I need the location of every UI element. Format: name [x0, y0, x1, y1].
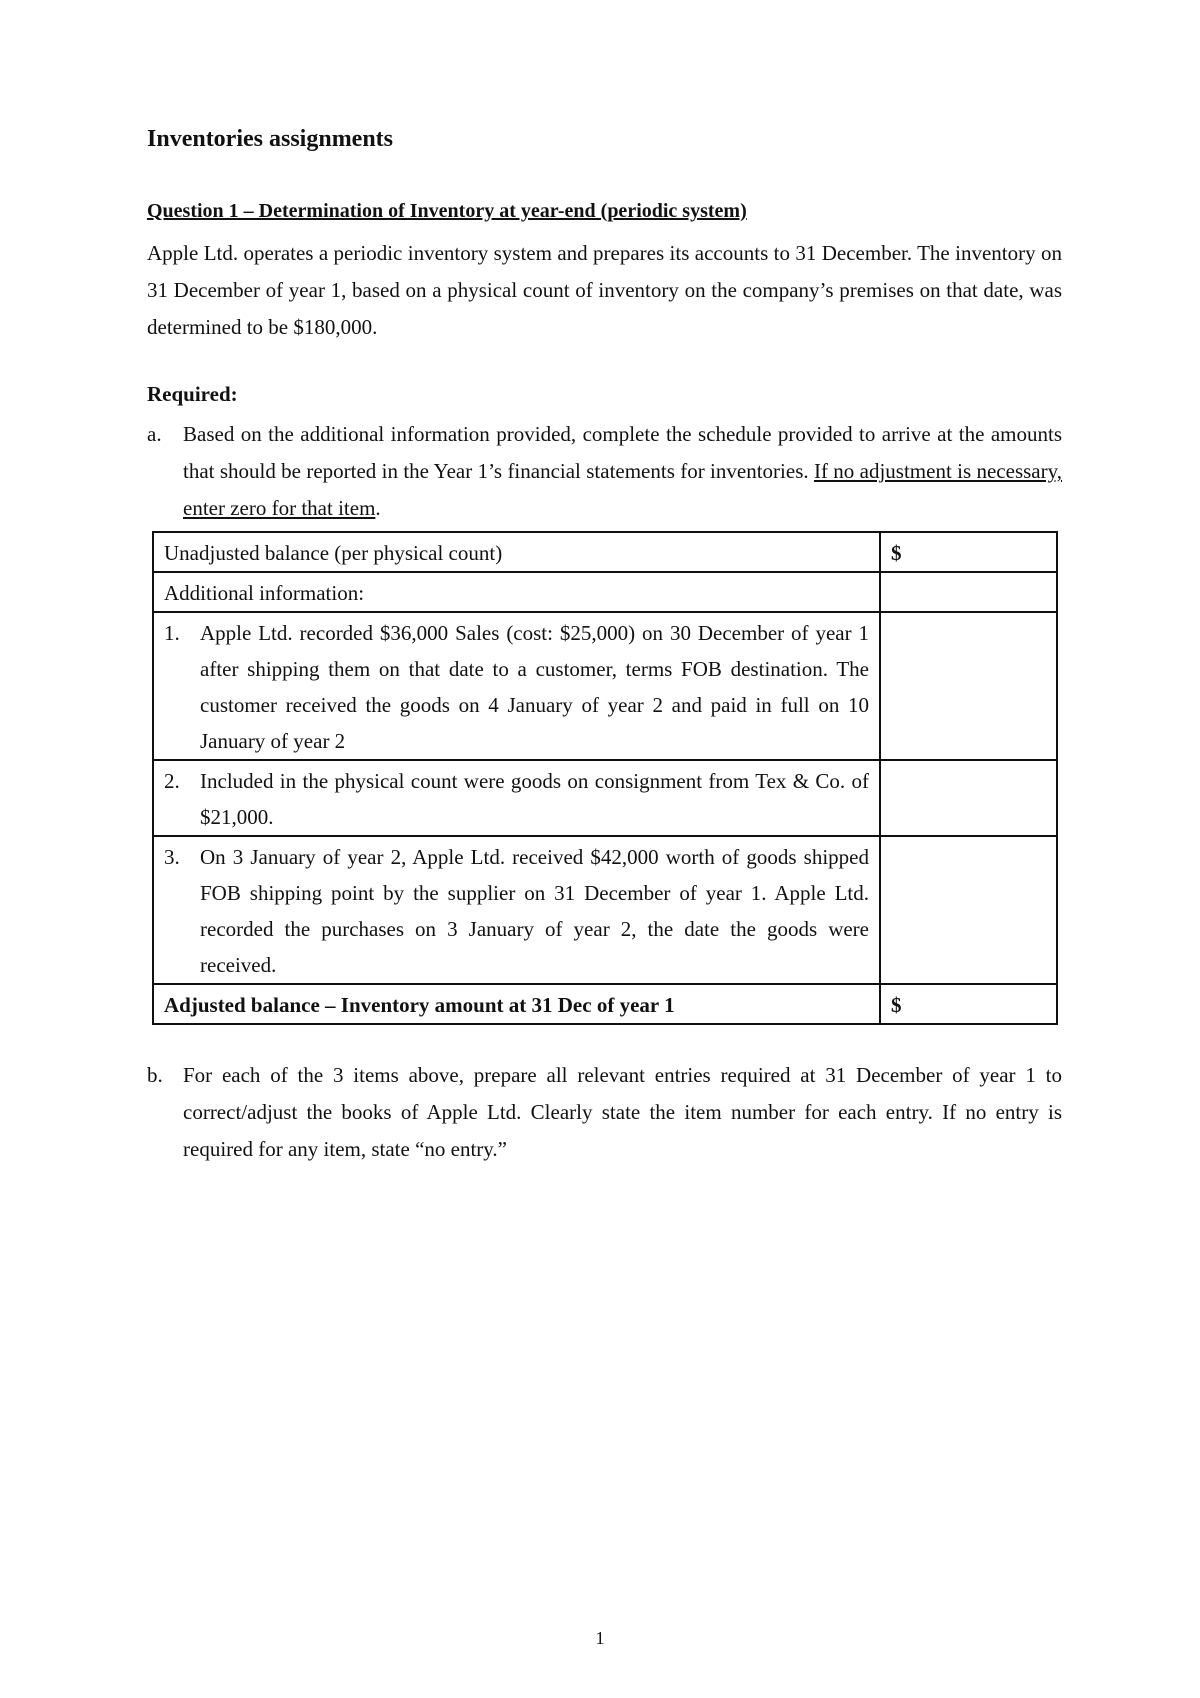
question-intro: Apple Ltd. operates a periodic inventory system and prepares its accounts to 31 December. The inventory on 31 December of year 1, based on a physical count of inventory on the company’s premises on that date, was determined to be $180,000. [147, 241, 1062, 339]
inventory-schedule-table [152, 531, 1058, 1025]
schedule-item-1 [153, 612, 880, 760]
part-a-underlined-note: If no adjustment is necessary, enter zero for that item [183, 459, 1062, 520]
part-b-marker: b. [147, 1063, 163, 1087]
page-number: 1 [595, 1628, 605, 1648]
part-a-marker: a. [147, 422, 162, 446]
table-row [153, 836, 1057, 984]
table-row [153, 532, 1057, 572]
item-number: 3. [164, 845, 180, 869]
part-b [147, 1057, 1062, 1168]
item-3-amount [880, 836, 1057, 984]
adjusted-balance-label: Adjusted balance – Inventory amount at 31 Dec of year 1 [153, 984, 880, 1024]
schedule-item-2 [153, 760, 880, 836]
question-heading: Question 1 – Determination of Inventory at year-end (periodic system) [147, 200, 747, 222]
part-a-instruction: Based on the additional information provided, complete the schedule provided to arrive at the amounts that should be reported in the Year 1’s financial statements for inventories. [183, 422, 1062, 483]
item-text: Included in the physical count were goods on consignment from Tex & Co. of $21,000. [200, 769, 869, 829]
table-row [153, 572, 1057, 612]
required-label: Required: [147, 382, 238, 406]
table-row [153, 612, 1057, 760]
part-a [147, 416, 1062, 527]
additional-info-label: Additional information: [153, 572, 880, 612]
table-row [153, 760, 1057, 836]
item-number: 2. [164, 769, 180, 793]
part-b-text: For each of the 3 items above, prepare all relevant entries required at 31 December of year 1 to correct/adjust the books of Apple Ltd. Clearly state the item number for each entry. If no entry is required for any item, state “no entry.” [183, 1063, 1062, 1161]
item-number: 1. [164, 621, 180, 645]
part-a-end: . [375, 496, 381, 520]
item-2-amount [880, 760, 1057, 836]
part-a-text [183, 416, 1062, 527]
additional-info-amount [880, 572, 1057, 612]
adjusted-balance-amount: $ [880, 984, 1057, 1024]
table-row [153, 984, 1057, 1024]
document-title: Inventories assignments [147, 126, 394, 152]
item-text: On 3 January of year 2, Apple Ltd. received $42,000 worth of goods shipped FOB shipping point by the supplier on 31 December of year 1. Apple Ltd. recorded the purchases on 3 January of year 2, the date the goods were received. [200, 845, 869, 977]
item-1-amount [880, 612, 1057, 760]
schedule-item-3 [153, 836, 880, 984]
unadjusted-balance-amount: $ [880, 532, 1057, 572]
item-text: Apple Ltd. recorded $36,000 Sales (cost: $25,000) on 30 December of year 1 after shipping them on that date to a customer, terms FOB destination. The customer received the goods on 4 January of year 2 and paid in full on 10 January of year 2 [200, 621, 869, 753]
unadjusted-balance-label: Unadjusted balance (per physical count) [153, 532, 880, 572]
